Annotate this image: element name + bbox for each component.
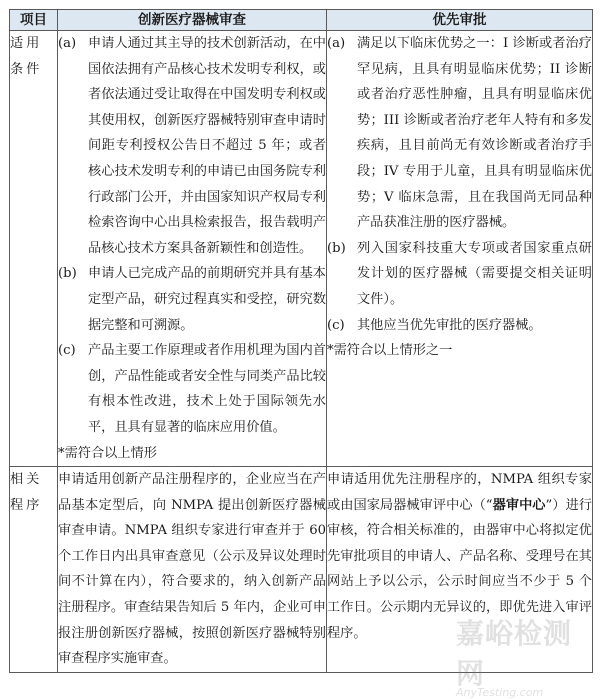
priority-procedure-cell — [327, 467, 593, 673]
requirement-note: *需符合以上情形 — [58, 445, 157, 461]
list-item — [327, 313, 592, 339]
innovation-conditions-cell — [58, 31, 327, 467]
row-label: 相关程序 — [10, 467, 58, 673]
item-marker: (b) — [327, 240, 346, 256]
list-item — [58, 261, 326, 338]
header-priority: 优先审批 — [327, 10, 593, 31]
item-marker: (a) — [327, 36, 346, 51]
procedure-text-before: 申请适用优先注册程序的，NMPA 组织专家或由国家局器械审评中心（“ — [327, 472, 592, 513]
innovation-procedure-cell: 申请适用创新产品注册程序的，企业应当在产品基本定型后，向 NMPA 提出创新医疗器械审查申请。NMPA 组织专家进行审查并于 60 个工作日内出具审查意见（公示及异议处理时间不计算在内），符合要求的，纳入创新产品注册程序。审查结果告知后 5 年内，企业可申报注册创新医疗器械，按照创新医疗器械特别审查程序实施审查。 — [58, 467, 327, 673]
header-innovation: 创新医疗器械审查 — [58, 10, 327, 31]
watermark-cn: 嘉峪检测网 — [456, 617, 573, 690]
item-text: 列入国家科技重大专项或者国家重点研发计划的医疗器械（需要提交相关证明文件）。 — [357, 240, 592, 307]
item-marker: (a) — [58, 36, 77, 51]
row-label: 适用条件 — [10, 31, 58, 467]
procedure-text-bold: 器审中心 — [492, 497, 546, 513]
list-item — [58, 31, 326, 261]
table-row-procedures — [10, 467, 593, 673]
list-item — [58, 338, 326, 440]
item-marker: (c) — [58, 343, 76, 359]
item-text: 其他应当优先审批的医疗器械。 — [357, 317, 542, 333]
item-text: 申请人通过其主导的技术创新活动，在中国依法拥有产品核心技术发明专利权，或者依法通过受让取得在中国发明专利权或其使用权，创新医疗器械特别审查申请时间距专利授权公告日不超过 5 年；或者核心技术发明专利的申请已由国务院专利行政部门公开，并由国家知识产权局专利检索咨询中心出具检索报告，报告载明产品核心技术方案具备新颖性和创造性。 — [88, 36, 326, 256]
item-text: 满足以下临床优势之一：I 诊断或者治疗罕见病，且具有明显临床优势；II 诊断或者治疗恶性肿瘤，且具有明显临床优势；III 诊断或者治疗老年人特有和多发疾病，且目前尚无有效诊断或者治疗手段；IV 专用于儿童，且具有明显临床优势；V 临床急需，且在我国尚无同品种产品获准注册的医疗器械。 — [357, 36, 592, 231]
watermark-en: AnyTesting.com — [456, 686, 544, 699]
list-item — [327, 236, 592, 313]
header-item: 项目 — [10, 10, 58, 31]
list-item — [327, 31, 592, 236]
item-marker: (c) — [327, 317, 345, 333]
comparison-table — [9, 9, 593, 673]
item-text: 申请人已完成产品的前期研究并具有基本定型产品，研究过程真实和受控，研究数据完整和可溯源。 — [88, 266, 326, 333]
item-marker: (b) — [58, 266, 77, 282]
requirement-note: *需符合以上情形之一 — [327, 343, 453, 359]
priority-conditions-cell — [327, 31, 593, 467]
item-text: 产品主要工作原理或者作用机理为国内首创，产品性能或者安全性与同类产品比较有根本性改进，技术上处于国际领先水平，且具有显著的临床应用价值。 — [88, 343, 326, 435]
procedure-text-after: ”）进行审核，符合相关标准的，由器审中心将拟定优先审批项目的申请人、产品名称、受理号在其网站上予以公示，公示时间应当不少于 5 个工作日。公示期内无异议的，即优先进入审评程序。 — [327, 497, 592, 641]
header-row — [10, 10, 593, 31]
table-row-conditions — [10, 31, 593, 467]
